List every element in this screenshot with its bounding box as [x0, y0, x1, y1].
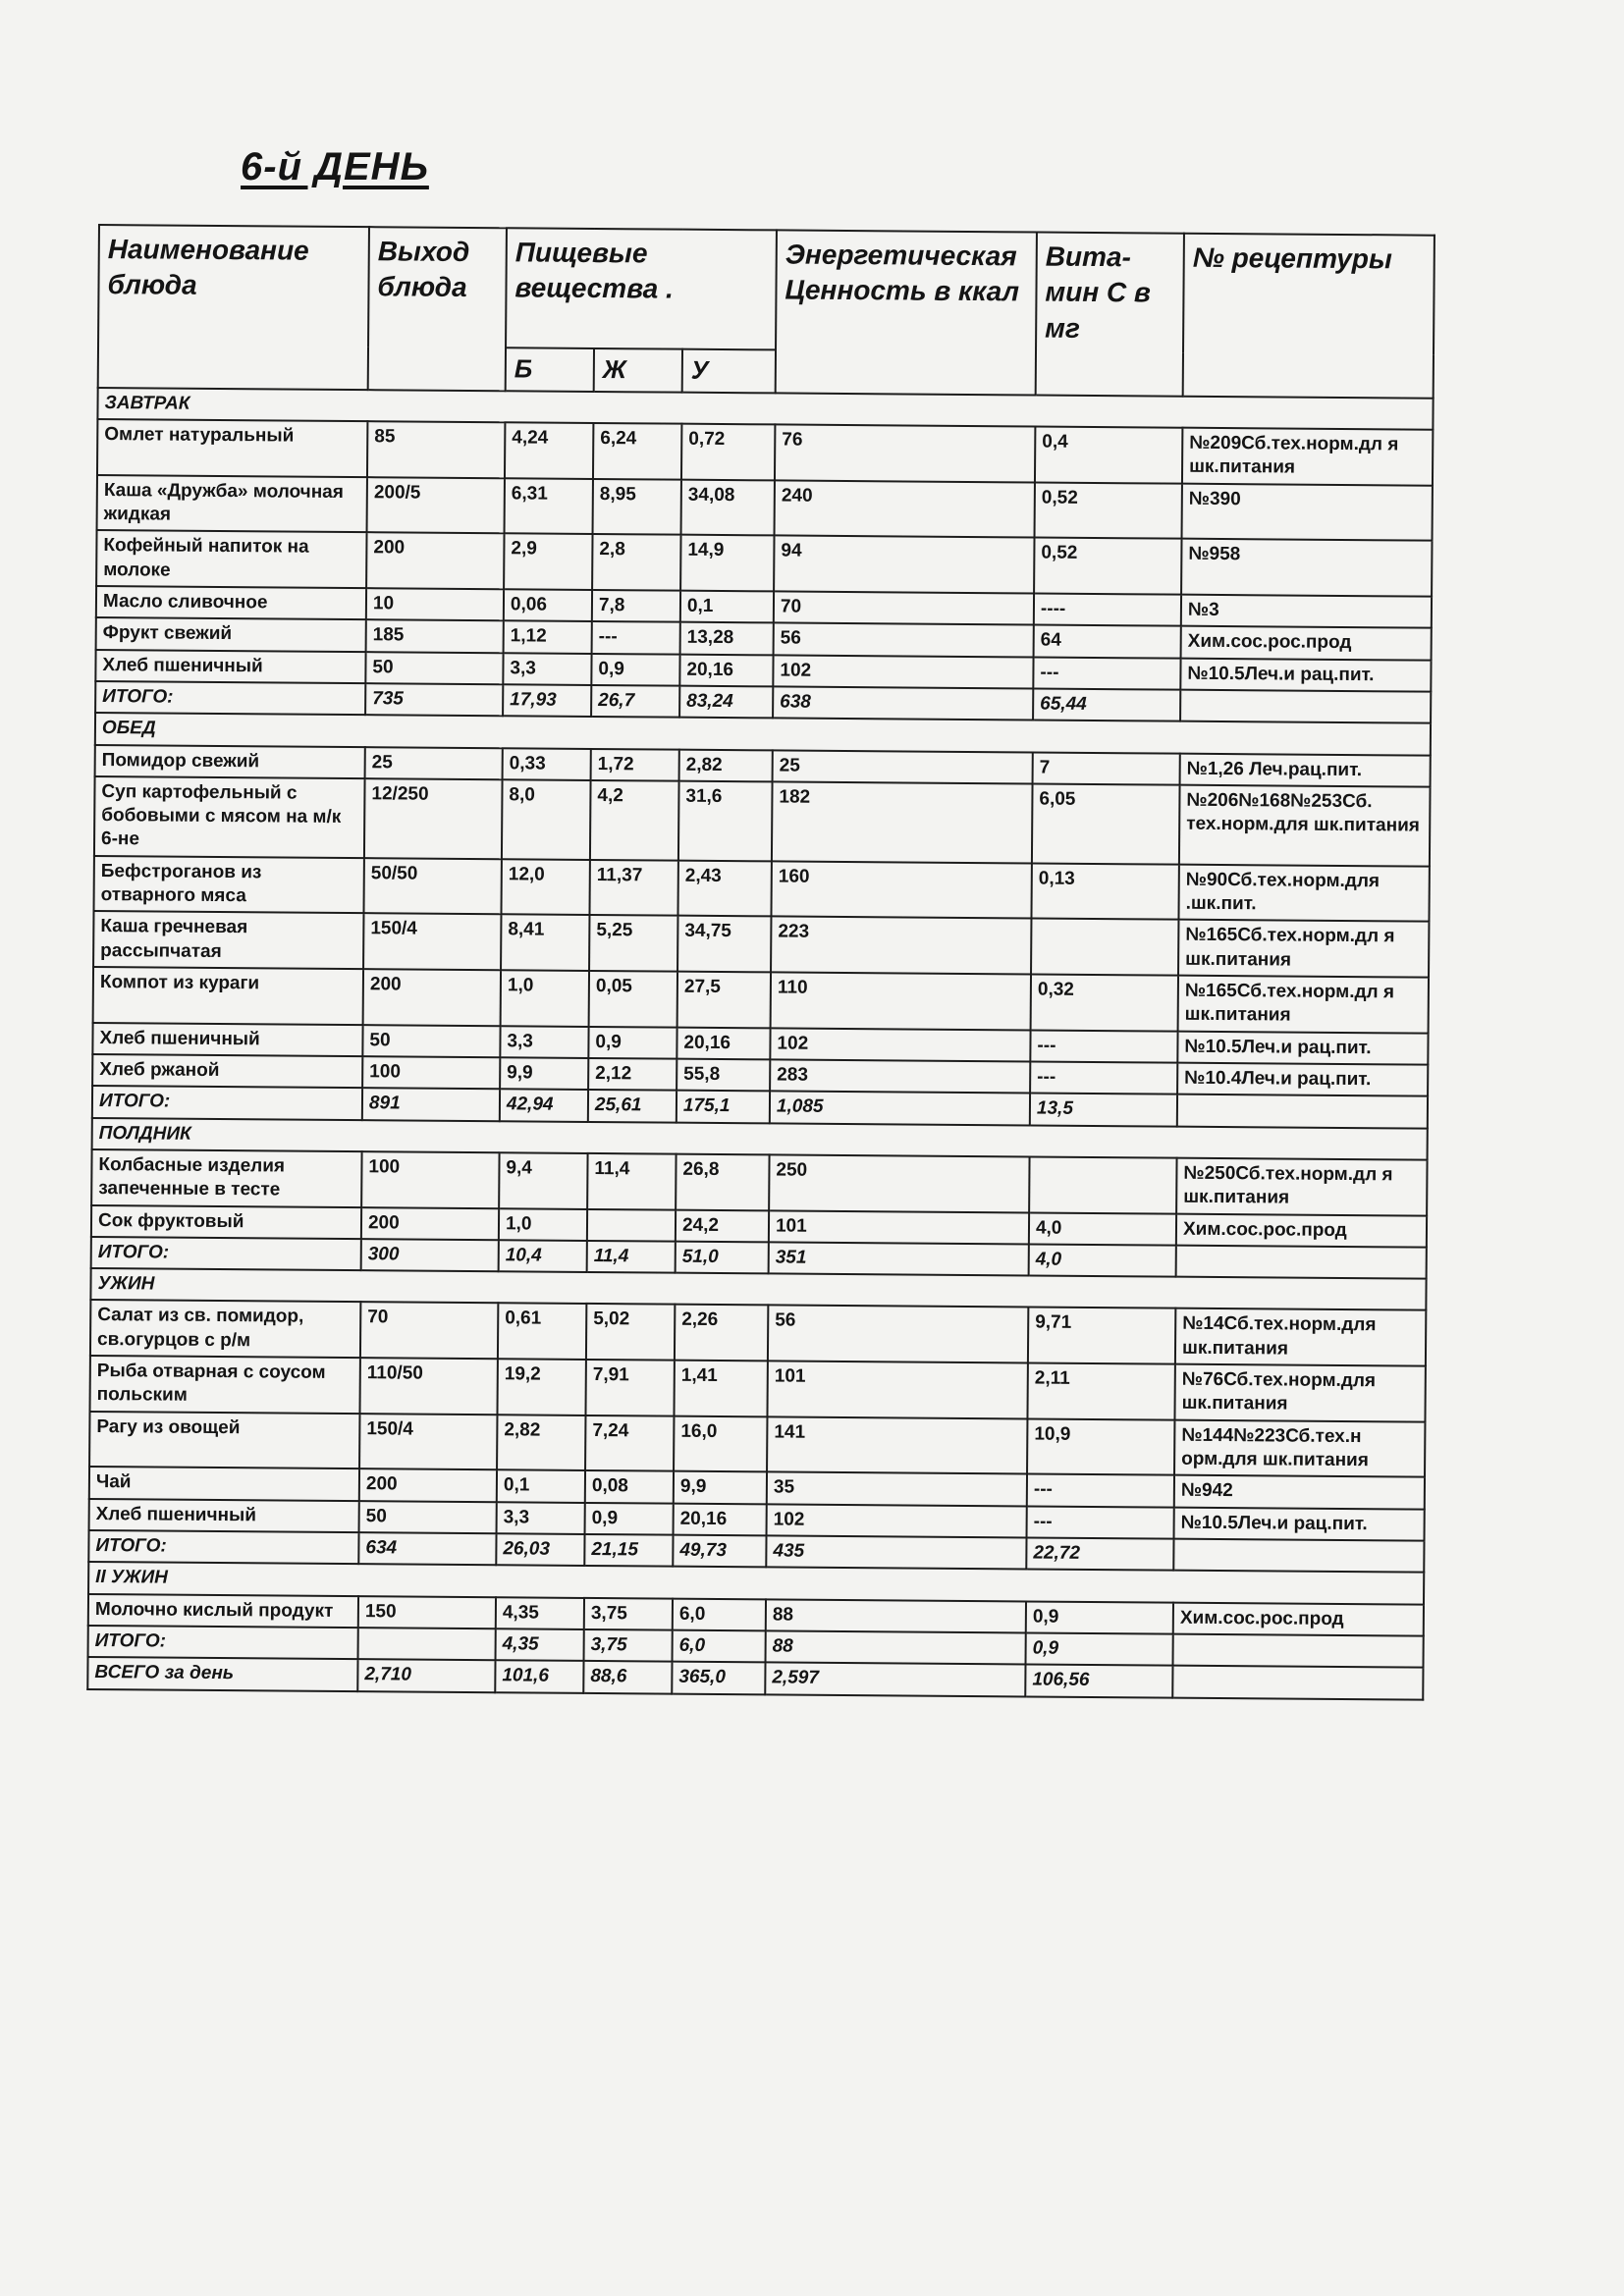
total-energy: 638	[773, 686, 1033, 720]
total-vitamin: 65,44	[1033, 688, 1180, 721]
total-portion: 2,710	[357, 1659, 495, 1691]
cell-vitamin: 0,52	[1035, 482, 1182, 539]
cell-energy: 70	[774, 591, 1034, 624]
cell-energy: 56	[768, 1306, 1028, 1363]
cell-recipe: №3	[1181, 595, 1432, 628]
cell-dish-name: Хлеб пшеничный	[92, 1023, 362, 1056]
cell-protein: 19,2	[497, 1359, 585, 1415]
cell-energy: 102	[773, 655, 1033, 688]
cell-energy: 141	[767, 1416, 1027, 1474]
header-carbs: У	[682, 349, 776, 394]
cell-energy: 250	[769, 1154, 1029, 1212]
cell-energy: 102	[770, 1028, 1030, 1061]
cell-recipe: №958	[1181, 539, 1432, 597]
cell-dish-name: Масло сливочное	[96, 586, 366, 619]
section-title: II УЖИН	[88, 1562, 1424, 1604]
cell-fat: 3,75	[584, 1598, 673, 1630]
cell-recipe: №10.4Леч.и рац.пит.	[1177, 1063, 1428, 1096]
table-row	[89, 1412, 1425, 1477]
cell-recipe: №90Сб.тех.норм.для .шк.пит.	[1178, 864, 1429, 922]
total-carbs: 175,1	[677, 1091, 770, 1123]
total-protein: 10,4	[499, 1240, 587, 1272]
cell-dish-name: Хлеб пшеничный	[95, 650, 365, 683]
total-vitamin: 0,9	[1026, 1632, 1173, 1665]
section-title: УЖИН	[90, 1268, 1426, 1310]
cell-recipe: Хим.сос.рос.прод	[1181, 626, 1432, 660]
header-fat: Ж	[594, 348, 682, 393]
cell-energy: 110	[771, 972, 1031, 1030]
total-protein: 17,93	[503, 684, 591, 717]
cell-portion: 100	[361, 1151, 499, 1208]
total-protein: 26,03	[496, 1533, 584, 1566]
cell-portion: 200	[359, 1468, 497, 1501]
total-vitamin: 4,0	[1029, 1244, 1176, 1276]
cell-vitamin	[1031, 919, 1178, 976]
cell-fat: 2,12	[588, 1058, 677, 1091]
cell-dish-name: Хлеб пшеничный	[89, 1499, 359, 1532]
cell-carbs: 24,2	[676, 1209, 769, 1242]
cell-recipe: №144№223Сб.тех.н орм.для шк.питания	[1174, 1419, 1425, 1477]
cell-fat: 7,8	[592, 590, 680, 622]
cell-dish-name: Каша «Дружба» молочная жидкая	[97, 475, 367, 533]
cell-dish-name: Сок фруктовый	[91, 1205, 361, 1239]
cell-carbs: 2,26	[675, 1305, 768, 1361]
cell-vitamin: 2,11	[1027, 1363, 1174, 1420]
cell-energy: 240	[775, 480, 1035, 538]
table-row	[94, 776, 1431, 867]
cell-dish-name: Суп картофельный с бобовыми с мясом на м/к 6-не	[94, 776, 365, 858]
cell-dish-name: Хлеб ржаной	[92, 1054, 362, 1088]
cell-fat: 0,9	[585, 1503, 674, 1535]
cell-energy: 101	[767, 1362, 1027, 1419]
cell-portion: 70	[360, 1303, 498, 1360]
section-title: ОБЕД	[95, 713, 1431, 755]
cell-carbs: 0,1	[680, 591, 774, 623]
total-recipe	[1173, 1634, 1424, 1668]
total-protein: 101,6	[495, 1660, 583, 1692]
cell-energy: 102	[767, 1504, 1027, 1537]
cell-portion: 85	[367, 421, 505, 478]
cell-protein: 0,61	[498, 1304, 586, 1360]
cell-carbs: 13,28	[680, 622, 774, 655]
cell-fat	[587, 1208, 676, 1241]
cell-energy: 76	[775, 425, 1035, 483]
cell-fat: 7,91	[585, 1360, 674, 1415]
cell-portion: 200/5	[367, 477, 505, 534]
menu-table	[86, 224, 1435, 1700]
total-energy: 1,085	[770, 1092, 1030, 1125]
total-portion	[358, 1628, 496, 1660]
cell-fat: 11,37	[589, 860, 677, 916]
cell-protein: 4,35	[496, 1597, 584, 1629]
menu-body	[87, 388, 1433, 1699]
cell-vitamin: 10,9	[1027, 1418, 1174, 1475]
cell-dish-name: Чай	[89, 1467, 359, 1500]
cell-portion: 185	[366, 619, 504, 652]
cell-protein: 4,24	[505, 422, 593, 478]
total-recipe	[1180, 690, 1431, 723]
cell-vitamin: 64	[1034, 625, 1181, 658]
cell-recipe: №250Сб.тех.норм.дл я шк.питания	[1176, 1158, 1427, 1216]
cell-protein: 9,9	[500, 1057, 588, 1090]
cell-recipe: №390	[1182, 483, 1433, 541]
cell-carbs: 27,5	[677, 972, 771, 1028]
cell-recipe: №206№168№253Сб. тех.норм.для шк.питания	[1179, 785, 1431, 867]
table-row	[93, 911, 1429, 977]
cell-fat: 11,4	[587, 1153, 676, 1209]
cell-dish-name: Колбасные изделия запеченные в тесте	[91, 1149, 361, 1207]
cell-protein: 0,33	[503, 748, 591, 780]
cell-energy: 35	[767, 1472, 1027, 1506]
cell-energy: 223	[771, 917, 1031, 975]
cell-dish-name: Бефстроганов из отварного мяса	[93, 856, 363, 914]
total-recipe	[1177, 1095, 1428, 1128]
cell-fat: 2,8	[592, 534, 680, 590]
cell-dish-name: Рыба отварная с соусом польским	[89, 1356, 359, 1414]
cell-energy: 25	[773, 750, 1033, 783]
total-fat: 25,61	[588, 1090, 677, 1122]
header-nutrients: Пищевые вещества .	[506, 228, 777, 349]
total-recipe	[1172, 1666, 1423, 1699]
cell-energy: 88	[766, 1599, 1026, 1632]
cell-protein: 8,41	[501, 915, 589, 971]
cell-portion: 50	[362, 1025, 500, 1057]
cell-recipe: №165Сб.тех.норм.дл я шк.питания	[1178, 920, 1429, 978]
cell-carbs: 34,75	[677, 916, 771, 972]
total-dish-name: ИТОГО:	[95, 681, 365, 715]
cell-protein: 12,0	[501, 859, 589, 915]
cell-carbs: 26,8	[676, 1154, 769, 1210]
total-energy: 435	[766, 1535, 1026, 1569]
cell-dish-name: Кофейный напиток на молоке	[96, 530, 366, 588]
cell-carbs: 55,8	[677, 1059, 770, 1092]
cell-protein: 1,0	[501, 970, 589, 1026]
cell-fat: 1,72	[591, 749, 679, 781]
cell-portion: 50	[365, 652, 503, 684]
table-row	[96, 530, 1432, 596]
cell-vitamin: ---	[1030, 1061, 1177, 1094]
total-carbs: 6,0	[673, 1630, 766, 1663]
cell-carbs: 0,72	[681, 424, 775, 480]
total-portion: 735	[365, 683, 503, 716]
cell-dish-name: Компот из кураги	[93, 967, 363, 1025]
cell-carbs: 14,9	[680, 535, 774, 591]
cell-fat: 6,24	[593, 423, 681, 479]
cell-recipe: №76Сб.тех.норм.для шк.питания	[1174, 1364, 1425, 1422]
cell-energy: 283	[770, 1059, 1030, 1093]
cell-fat: 0,08	[585, 1470, 674, 1503]
cell-vitamin: 0,32	[1031, 975, 1178, 1032]
cell-vitamin: 0,4	[1035, 427, 1182, 484]
cell-recipe: №942	[1174, 1475, 1425, 1509]
cell-energy: 182	[772, 781, 1033, 863]
cell-vitamin: 9,71	[1028, 1308, 1175, 1364]
cell-vitamin: 0,9	[1026, 1601, 1173, 1633]
total-vitamin: 106,56	[1025, 1665, 1172, 1697]
cell-portion: 100	[362, 1056, 500, 1089]
total-energy: 88	[766, 1630, 1026, 1664]
total-fat: 26,7	[591, 685, 679, 718]
total-carbs: 83,24	[679, 686, 773, 719]
cell-energy: 94	[774, 536, 1034, 594]
section-title: ЗАВТРАК	[97, 388, 1433, 430]
cell-fat: 0,05	[589, 971, 677, 1027]
total-energy: 2,597	[765, 1663, 1025, 1696]
total-dish-name: ВСЕГО за день	[87, 1657, 357, 1690]
cell-protein: 0,06	[504, 589, 592, 621]
total-fat: 11,4	[587, 1241, 676, 1273]
total-fat: 88,6	[583, 1661, 672, 1693]
cell-fat: 5,25	[589, 915, 677, 971]
cell-protein: 3,3	[503, 653, 591, 685]
cell-recipe: №10.5Леч.и рац.пит.	[1174, 1507, 1425, 1540]
cell-portion: 110/50	[359, 1358, 497, 1415]
total-dish-name: ИТОГО:	[91, 1237, 361, 1270]
total-fat: 3,75	[584, 1629, 673, 1662]
total-fat: 21,15	[584, 1534, 673, 1567]
total-protein: 4,35	[496, 1629, 584, 1661]
header-recipe: № рецептуры	[1183, 234, 1435, 399]
header-portion: Выход блюда	[368, 227, 507, 391]
cell-portion: 200	[366, 533, 504, 590]
cell-fat: ---	[592, 621, 680, 654]
cell-portion: 150/4	[359, 1414, 497, 1470]
header-protein: Б	[506, 347, 594, 392]
header-vitamin: Вита-мин С в мг	[1036, 233, 1184, 397]
total-dish-name: ИТОГО:	[92, 1086, 362, 1119]
header-dish: Наименование блюда	[98, 225, 369, 390]
cell-carbs: 20,16	[677, 1027, 770, 1059]
total-carbs: 51,0	[676, 1242, 769, 1274]
cell-dish-name: Омлет натуральный	[97, 419, 367, 477]
cell-protein: 1,12	[504, 621, 592, 654]
total-carbs: 49,73	[673, 1535, 766, 1568]
cell-protein: 2,9	[504, 534, 592, 590]
total-carbs: 365,0	[672, 1662, 765, 1694]
table-row	[97, 419, 1433, 485]
cell-vitamin: 0,52	[1034, 538, 1181, 595]
cell-recipe: Хим.сос.рос.прод	[1173, 1602, 1424, 1635]
cell-recipe: №165Сб.тех.норм.дл я шк.питания	[1178, 976, 1429, 1034]
cell-dish-name: Молочно кислый продукт	[88, 1594, 358, 1628]
cell-protein: 8,0	[502, 779, 591, 860]
cell-carbs: 2,43	[677, 860, 771, 916]
table-row	[91, 1149, 1427, 1215]
cell-vitamin	[1029, 1156, 1176, 1213]
table-row	[90, 1300, 1426, 1365]
total-recipe	[1173, 1539, 1424, 1573]
cell-carbs: 34,08	[681, 479, 775, 535]
total-portion: 891	[362, 1088, 500, 1120]
cell-portion: 150/4	[363, 914, 501, 971]
cell-dish-name: Фрукт свежий	[96, 617, 366, 651]
cell-fat: 8,95	[593, 479, 681, 535]
cell-portion: 50	[359, 1501, 497, 1533]
header-row	[98, 225, 1435, 355]
cell-protein: 6,31	[505, 478, 593, 534]
cell-dish-name: Рагу из овощей	[89, 1412, 359, 1469]
cell-energy: 56	[774, 623, 1034, 657]
cell-portion: 200	[363, 969, 501, 1026]
cell-vitamin: 0,13	[1031, 863, 1178, 920]
total-portion: 300	[361, 1239, 499, 1271]
cell-fat: 0,9	[588, 1027, 677, 1059]
cell-protein: 3,3	[500, 1026, 588, 1058]
cell-recipe: №10.5Леч.и рац.пит.	[1180, 658, 1431, 691]
total-dish-name: ИТОГО:	[88, 1530, 358, 1564]
cell-fat: 0,9	[591, 654, 679, 686]
cell-carbs: 2,82	[679, 749, 773, 781]
cell-carbs: 16,0	[674, 1415, 767, 1471]
cell-carbs: 20,16	[674, 1503, 767, 1535]
total-protein: 42,94	[500, 1090, 588, 1122]
total-energy: 351	[769, 1242, 1029, 1275]
cell-portion: 150	[358, 1596, 496, 1629]
total-recipe	[1176, 1246, 1427, 1279]
total-portion: 634	[358, 1532, 496, 1565]
cell-fat: 7,24	[585, 1415, 674, 1471]
cell-vitamin: 4,0	[1029, 1212, 1176, 1245]
header-energy: Энергетическая Ценность в ккал	[776, 230, 1037, 395]
cell-portion: 25	[365, 747, 503, 779]
cell-fat: 5,02	[586, 1304, 675, 1360]
cell-portion: 10	[366, 588, 504, 620]
cell-dish-name: Салат из св. помидор, св.огурцов с р/м	[90, 1300, 360, 1358]
cell-protein: 9,4	[499, 1152, 587, 1208]
table-row	[97, 475, 1433, 541]
cell-carbs: 9,9	[674, 1471, 767, 1504]
cell-recipe: №209Сб.тех.норм.дл я шк.питания	[1182, 428, 1433, 486]
cell-dish-name: Каша гречневая рассыпчатая	[93, 911, 363, 969]
cell-vitamin: ---	[1027, 1506, 1174, 1538]
section-title: ПОЛДНИК	[92, 1118, 1428, 1160]
cell-vitamin: 6,05	[1032, 783, 1180, 864]
cell-vitamin: ---	[1033, 657, 1180, 689]
cell-protein: 0,1	[497, 1470, 585, 1503]
cell-carbs: 6,0	[673, 1598, 766, 1630]
cell-portion: 200	[361, 1207, 499, 1240]
cell-recipe: №10.5Леч.и рац.пит.	[1177, 1031, 1428, 1064]
total-vitamin: 22,72	[1026, 1537, 1173, 1570]
cell-energy: 160	[771, 861, 1031, 919]
cell-protein: 3,3	[497, 1502, 585, 1534]
table-row	[89, 1356, 1425, 1421]
cell-vitamin: ----	[1034, 593, 1181, 625]
cell-protein: 2,82	[497, 1415, 585, 1470]
cell-carbs: 31,6	[678, 781, 773, 862]
cell-vitamin: 7	[1033, 752, 1180, 784]
cell-fat: 4,2	[590, 780, 679, 861]
cell-recipe: №1,26 Леч.рац.пит.	[1180, 753, 1431, 786]
page-title: 6-й ДЕНЬ	[241, 145, 429, 188]
cell-protein: 1,0	[499, 1208, 587, 1241]
cell-portion: 12/250	[364, 778, 503, 859]
table-row	[93, 967, 1429, 1033]
cell-energy: 101	[769, 1210, 1029, 1244]
cell-vitamin: ---	[1027, 1474, 1174, 1507]
cell-recipe: №14Сб.тех.норм.для шк.питания	[1175, 1308, 1426, 1366]
cell-portion: 50/50	[363, 858, 501, 915]
total-vitamin: 13,5	[1030, 1094, 1177, 1126]
cell-carbs: 20,16	[679, 654, 773, 686]
cell-carbs: 1,41	[674, 1361, 767, 1416]
table-row	[93, 856, 1429, 922]
total-dish-name: ИТОГО:	[88, 1626, 358, 1659]
cell-recipe: Хим.сос.рос.прод	[1176, 1213, 1427, 1247]
cell-vitamin: ---	[1030, 1030, 1177, 1062]
cell-dish-name: Помидор свежий	[95, 745, 365, 778]
